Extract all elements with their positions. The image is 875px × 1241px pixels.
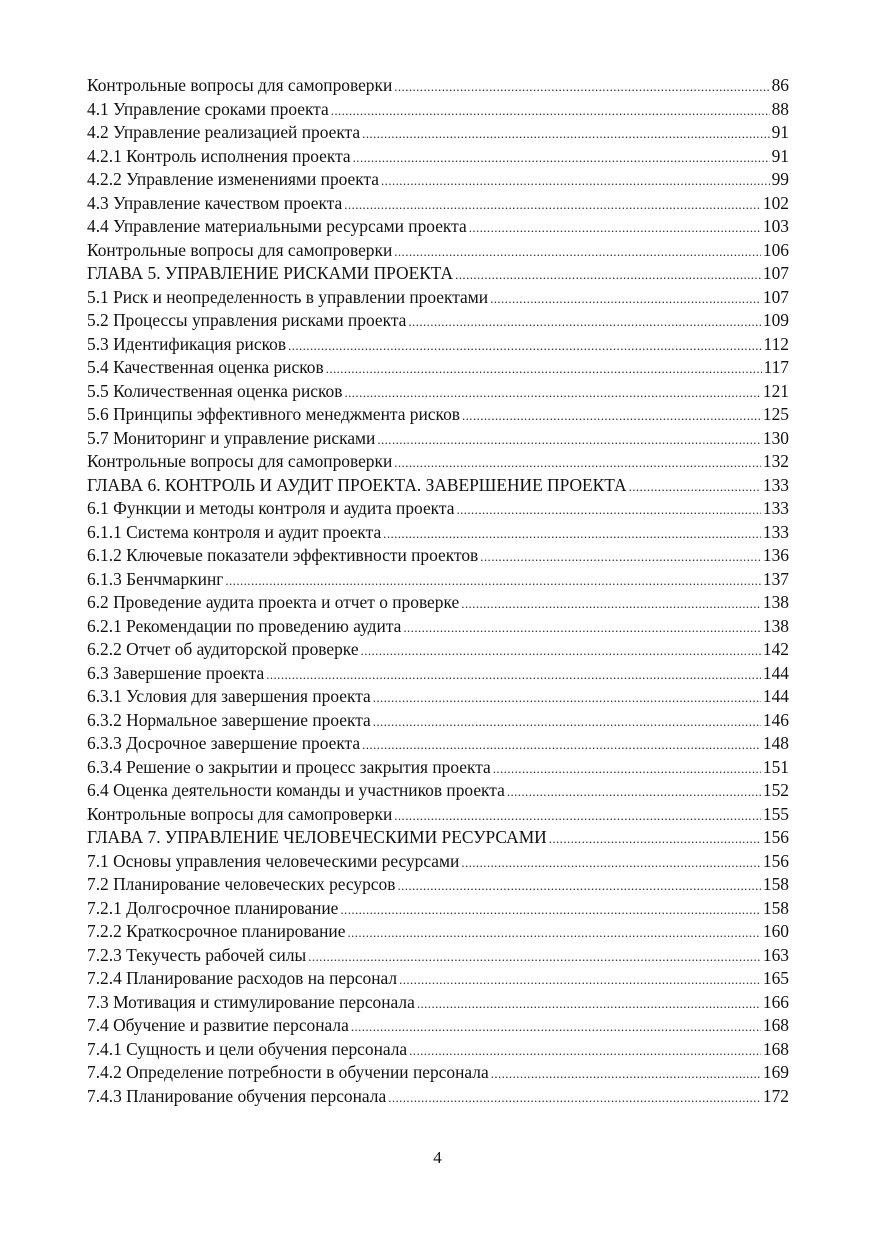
toc-entry-title: 6.3.3 Досрочное завершение проекта	[87, 733, 361, 753]
toc-entry-page: 130	[762, 427, 789, 448]
toc-entry-title: 7.2 Планирование человеческих ресурсов	[87, 874, 396, 894]
toc-entry-title: 4.4 Управление материальными ресурсами проекта	[87, 216, 467, 236]
toc-entry[interactable]	[87, 709, 789, 733]
toc-dot-leader	[469, 216, 761, 239]
toc-entry-title: 5.5 Количественная оценка рисков	[87, 380, 343, 401]
toc-entry-page: 107	[762, 263, 789, 283]
toc-dot-leader	[344, 193, 761, 216]
toc-entry-page: 158	[762, 897, 789, 918]
toc-entry-page: 103	[762, 216, 789, 236]
toc-entry[interactable]	[87, 732, 789, 756]
toc-entry-page: 166	[762, 991, 789, 1012]
toc-entry[interactable]	[87, 450, 789, 474]
toc-entry-page: 144	[762, 662, 789, 683]
toc-dot-leader	[362, 122, 770, 145]
toc-dot-leader	[461, 592, 761, 615]
toc-entry[interactable]	[87, 333, 789, 357]
toc-dot-leader	[394, 451, 761, 474]
toc-entry-title: Контрольные вопросы для самопроверки	[87, 75, 393, 95]
toc-entry-page: 121	[762, 380, 789, 401]
toc-entry-page: 125	[762, 404, 789, 424]
toc-entry[interactable]	[87, 756, 789, 780]
toc-entry-page: 169	[762, 1062, 789, 1082]
toc-entry-title: 6.3.1 Условия для завершения проекта	[87, 686, 371, 706]
toc-entry[interactable]	[87, 380, 789, 404]
toc-dot-leader	[507, 780, 761, 803]
toc-entry-page: 158	[762, 874, 789, 894]
toc-entry-page: 88	[771, 98, 789, 119]
toc-dot-leader	[490, 287, 761, 310]
toc-entry[interactable]	[87, 638, 789, 662]
toc-entry-page: 112	[763, 333, 789, 354]
toc-dot-leader	[493, 757, 761, 780]
toc-dot-leader	[491, 1062, 761, 1085]
toc-entry[interactable]	[87, 286, 789, 310]
toc-dot-leader	[397, 874, 760, 897]
toc-entry[interactable]	[87, 897, 789, 921]
toc-entry-title: ГЛАВА 6. КОНТРОЛЬ И АУДИТ ПРОЕКТА. ЗАВЕРШЕНИЕ ПРОЕКТА	[87, 474, 627, 495]
toc-dot-leader	[388, 1086, 761, 1109]
toc-entry-title: 7.4.2 Определение потребности в обучении персонала	[87, 1062, 489, 1082]
toc-dot-leader	[288, 334, 761, 357]
toc-entry[interactable]	[87, 1038, 789, 1062]
toc-entry[interactable]	[87, 356, 789, 380]
toc-entry[interactable]	[87, 168, 789, 192]
toc-entry[interactable]	[87, 1014, 789, 1038]
toc-entry-title: ГЛАВА 7. УПРАВЛЕНИЕ ЧЕЛОВЕЧЕСКИМИ РЕСУРСАМИ	[87, 827, 547, 847]
toc-dot-leader	[480, 545, 761, 568]
toc-entry[interactable]	[87, 427, 789, 451]
toc-dot-leader	[373, 710, 761, 733]
toc-entry-page: 160	[762, 921, 789, 941]
toc-dot-leader	[461, 851, 761, 874]
toc-entry[interactable]	[87, 215, 789, 239]
toc-entry-page: 117	[763, 357, 789, 377]
toc-entry-title: 7.3 Мотивация и стимулирование персонала	[87, 991, 415, 1012]
toc-entry-title: Контрольные вопросы для самопроверки	[87, 803, 393, 824]
toc-entry-page: 165	[762, 968, 789, 988]
toc-entry-title: 5.7 Мониторинг и управление рисками	[87, 427, 376, 448]
toc-entry[interactable]	[87, 309, 789, 333]
toc-entry-page: 168	[762, 1038, 789, 1059]
toc-entry[interactable]	[87, 497, 789, 521]
toc-entry-title: 7.1 Основы управления человеческими ресурсами	[87, 850, 460, 871]
toc-dot-leader	[361, 639, 761, 662]
toc-entry-title: 6.2.2 Отчет об аудиторской проверке	[87, 639, 359, 659]
toc-entry-page: 138	[762, 592, 789, 612]
toc-entry-title: 6.3.4 Решение о закрытии и процесс закрытия проекта	[87, 756, 491, 777]
toc-entry-page: 107	[762, 286, 789, 307]
toc-entry-page: 146	[762, 709, 789, 730]
toc-entry[interactable]	[87, 615, 789, 639]
toc-entry-page: 136	[762, 545, 789, 565]
toc-entry-title: Контрольные вопросы для самопроверки	[87, 451, 393, 471]
toc-dot-leader	[362, 733, 761, 756]
toc-entry-page: 152	[762, 780, 789, 800]
toc-dot-leader	[399, 968, 761, 991]
toc-dot-leader	[394, 240, 761, 263]
toc-entry-title: 5.3 Идентификация рисков	[87, 333, 287, 354]
toc-entry[interactable]	[87, 1061, 789, 1085]
toc-entry[interactable]	[87, 474, 789, 498]
toc-entry[interactable]	[87, 779, 789, 803]
toc-entry-title: 6.1.2 Ключевые показатели эффективности проектов	[87, 545, 479, 565]
toc-entry[interactable]	[87, 991, 789, 1015]
toc-entry-page: 137	[762, 568, 789, 589]
toc-dot-leader	[353, 146, 770, 169]
toc-entry-page: 99	[771, 169, 789, 189]
toc-dot-leader	[417, 992, 761, 1015]
toc-entry-page: 156	[762, 850, 789, 871]
toc-entry-title: 7.2.2 Краткосрочное планирование	[87, 921, 346, 941]
toc-entry[interactable]	[87, 920, 789, 944]
toc-entry[interactable]	[87, 826, 789, 850]
toc-entry-page: 142	[762, 639, 789, 659]
toc-entry-page: 151	[762, 756, 789, 777]
toc-entry-page: 172	[762, 1085, 789, 1106]
toc-entry-page: 109	[762, 310, 789, 330]
toc-entry-title: 6.2 Проведение аудита проекта и отчет о проверке	[87, 592, 460, 612]
toc-entry[interactable]	[87, 192, 789, 216]
toc-entry[interactable]	[87, 121, 789, 145]
toc-entry-page: 132	[762, 451, 789, 471]
toc-entry-title: 7.4.3 Планирование обучения персонала	[87, 1085, 387, 1106]
toc-entry[interactable]	[87, 98, 789, 122]
toc-dot-leader	[408, 310, 761, 333]
toc-entry-title: 4.2.1 Контроль исполнения проекта	[87, 145, 351, 166]
toc-dot-leader	[383, 522, 761, 545]
toc-entry-title: 4.2.2 Управление изменениями проекта	[87, 169, 380, 189]
table-of-contents	[87, 74, 789, 1108]
toc-entry-page: 133	[762, 521, 789, 542]
toc-entry-title: ГЛАВА 5. УПРАВЛЕНИЕ РИСКАМИ ПРОЕКТА	[87, 263, 454, 283]
toc-dot-leader	[344, 381, 760, 404]
toc-dot-leader	[629, 475, 761, 498]
toc-dot-leader	[394, 75, 769, 98]
toc-dot-leader	[347, 921, 760, 944]
toc-entry[interactable]	[87, 521, 789, 545]
toc-entry-title: 7.4 Обучение и развитие персонала	[87, 1015, 349, 1035]
toc-entry[interactable]	[87, 262, 789, 286]
toc-entry-title: 4.2 Управление реализацией проекта	[87, 122, 361, 142]
toc-entry-page: 155	[762, 803, 789, 824]
toc-entry[interactable]	[87, 568, 789, 592]
toc-entry-title: 5.4 Качественная оценка рисков	[87, 357, 324, 377]
toc-entry[interactable]	[87, 803, 789, 827]
toc-dot-leader	[381, 169, 770, 192]
toc-entry-page: 148	[762, 733, 789, 753]
toc-entry-title: 5.6 Принципы эффективного менеджмента рисков	[87, 404, 460, 424]
toc-entry[interactable]	[87, 873, 789, 897]
toc-dot-leader	[340, 898, 761, 921]
toc-entry[interactable]	[87, 74, 789, 98]
toc-dot-leader	[549, 827, 761, 850]
toc-entry-title: 6.2.1 Рекомендации по проведению аудита	[87, 615, 402, 636]
toc-entry-page: 133	[762, 474, 789, 495]
toc-dot-leader	[326, 357, 762, 380]
toc-entry-title: 6.1.3 Бенчмаркинг	[87, 568, 224, 589]
toc-entry-page: 168	[762, 1015, 789, 1035]
toc-entry-page: 91	[771, 122, 789, 142]
toc-entry-page: 133	[762, 498, 789, 518]
toc-entry-title: 6.1.1 Система контроля и аудит проекта	[87, 521, 382, 542]
toc-entry-title: 6.3 Завершение проекта	[87, 662, 265, 683]
toc-dot-leader	[308, 945, 761, 968]
toc-dot-leader	[373, 686, 761, 709]
toc-entry-title: 7.2.4 Планирование расходов на персонал	[87, 968, 398, 988]
toc-entry-page: 156	[762, 827, 789, 847]
toc-entry-title: 6.1 Функции и методы контроля и аудита проекта	[87, 498, 455, 518]
toc-entry-title: Контрольные вопросы для самопроверки	[87, 239, 393, 260]
toc-dot-leader	[409, 1039, 761, 1062]
toc-dot-leader	[462, 404, 761, 427]
toc-entry[interactable]	[87, 403, 789, 427]
toc-entry[interactable]	[87, 239, 789, 263]
toc-entry-title: 4.3 Управление качеством проекта	[87, 192, 343, 213]
toc-entry[interactable]	[87, 662, 789, 686]
toc-entry[interactable]	[87, 685, 789, 709]
toc-entry[interactable]	[87, 944, 789, 968]
toc-entry-page: 138	[762, 615, 789, 636]
toc-entry[interactable]	[87, 145, 789, 169]
toc-entry-title: 7.4.1 Сущность и цели обучения персонала	[87, 1038, 408, 1059]
toc-entry[interactable]	[87, 1085, 789, 1109]
toc-entry-page: 91	[771, 145, 789, 166]
toc-dot-leader	[394, 804, 761, 827]
toc-entry[interactable]	[87, 967, 789, 991]
toc-entry-title: 4.1 Управление сроками проекта	[87, 98, 329, 119]
page-number: 4	[433, 1148, 442, 1167]
toc-entry[interactable]	[87, 591, 789, 615]
toc-entry-title: 6.4 Оценка деятельности команды и участников проекта	[87, 780, 505, 800]
toc-entry[interactable]	[87, 544, 789, 568]
toc-dot-leader	[377, 428, 761, 451]
toc-entry-title: 7.2.1 Долгосрочное планирование	[87, 897, 339, 918]
toc-entry-page: 86	[771, 75, 789, 95]
toc-dot-leader	[456, 498, 760, 521]
toc-entry-title: 5.1 Риск и неопределенность в управлении проектами	[87, 286, 489, 307]
toc-entry-title: 6.3.2 Нормальное завершение проекта	[87, 709, 371, 730]
toc-entry-page: 106	[762, 239, 789, 260]
toc-dot-leader	[331, 99, 770, 122]
toc-dot-leader	[266, 663, 761, 686]
toc-entry-page: 144	[762, 686, 789, 706]
toc-entry-page: 102	[762, 192, 789, 213]
toc-entry-title: 5.2 Процессы управления рисками проекта	[87, 310, 407, 330]
toc-entry[interactable]	[87, 850, 789, 874]
toc-entry-title: 7.2.3 Текучесть рабочей силы	[87, 944, 307, 965]
toc-entry-page: 163	[762, 944, 789, 965]
toc-dot-leader	[351, 1015, 761, 1038]
toc-dot-leader	[455, 263, 761, 286]
toc-dot-leader	[225, 569, 761, 592]
toc-dot-leader	[403, 616, 761, 639]
